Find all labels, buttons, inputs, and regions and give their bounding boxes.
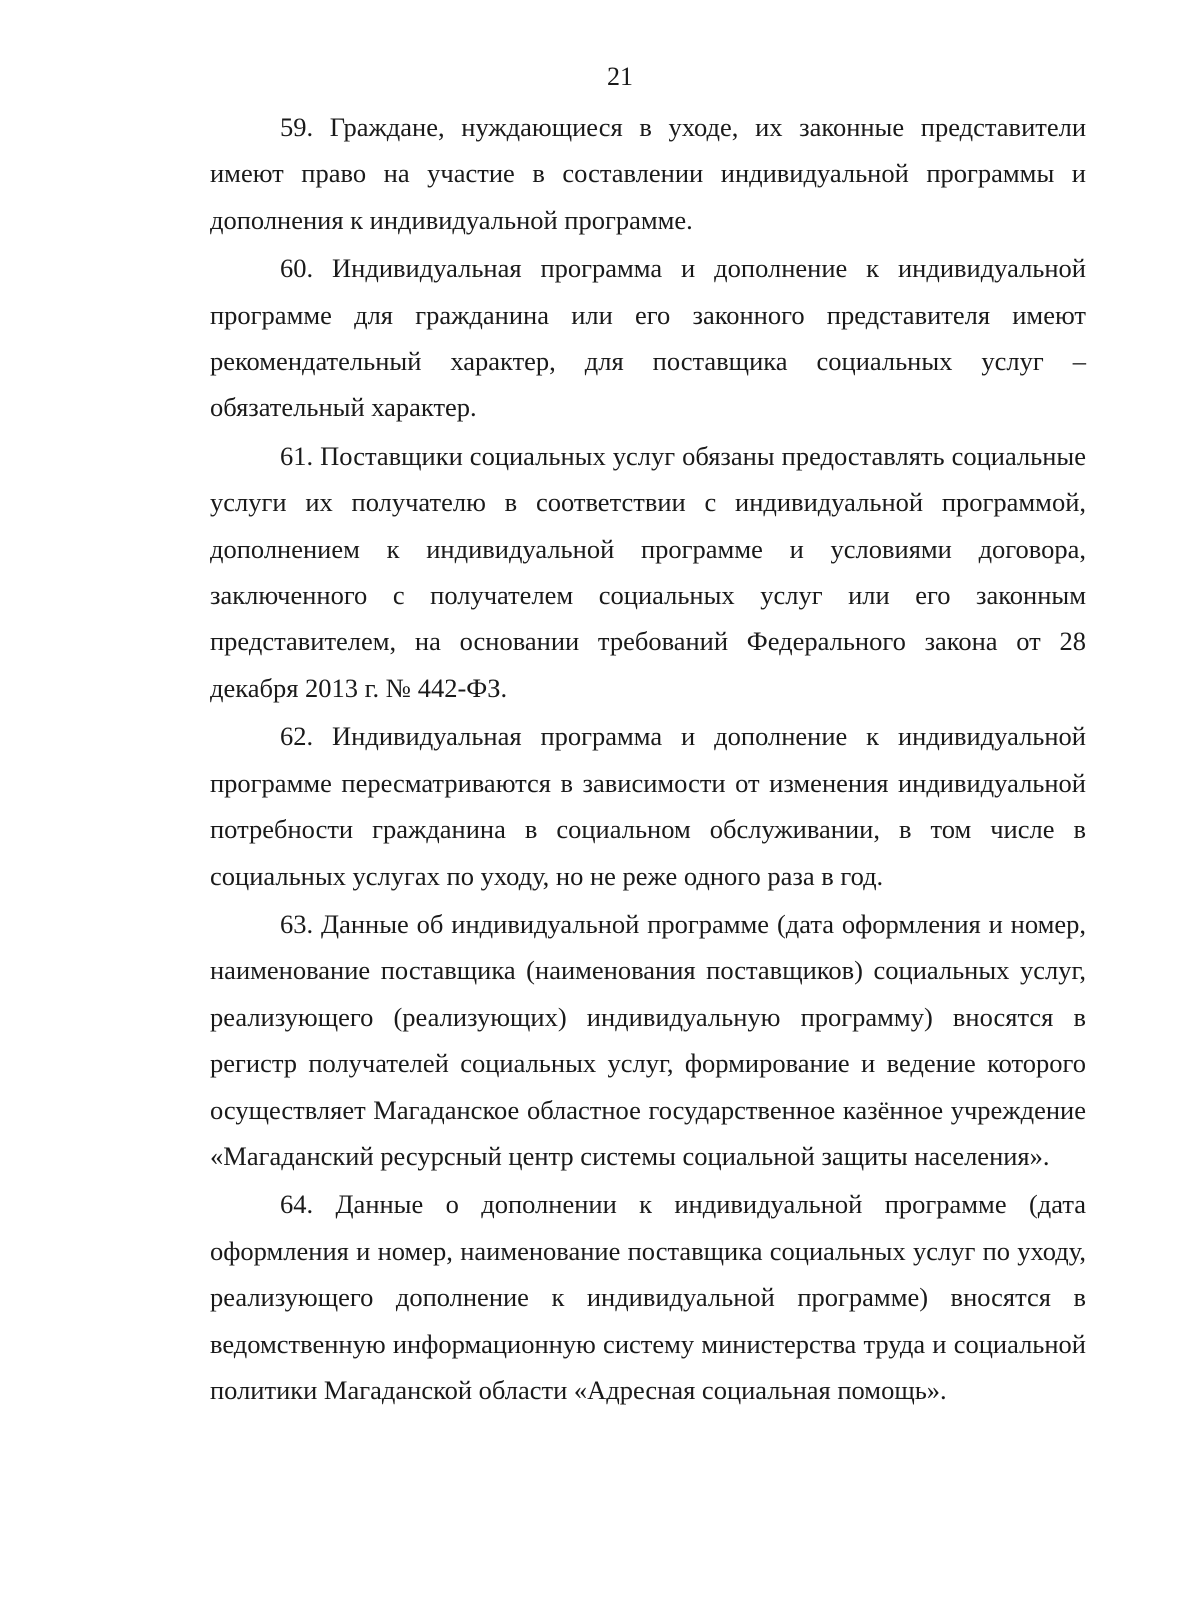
paragraph-61: 61. Поставщики социальных услуг обязаны предоставлять социальные услуги их получателю в соответствии с индивидуальной программой, дополнением к индивидуальной программе и условиями договора, заключенного с получателем социальных услуг или его законным представителем, на основании требований Федерального закона от 28 декабря 2013 г. № 442-ФЗ. — [210, 440, 1086, 703]
paragraph-59: 59. Граждане, нуждающиеся в уходе, их законные представители имеют право на участие в составлении индивидуальной программы и дополнения к индивидуальной программе. — [210, 112, 1086, 235]
paragraph-60: 60. Индивидуальная программа и дополнение к индивидуальной программе для гражданина или его законного представителя имеют рекомендательный характер, для поставщика социальных услуг – обязательный характер. — [210, 253, 1086, 423]
paragraph-63: 63. Данные об индивидуальной программе (дата оформления и номер, наименование поставщика (наименования поставщиков) социальных услуг, реализующего (реализующих) индивидуальную программу) вносятся в регистр получателей социальных услуг, формирование и ведение которого осуществляет Магаданское областное государственное казённое учреждение «Магаданский ресурсный центр системы социальной защиты населения». — [210, 908, 1086, 1171]
page-number: 21 — [607, 62, 633, 91]
document-body — [210, 104, 1086, 1413]
paragraph-62: 62. Индивидуальная программа и дополнение к индивидуальной программе пересматриваются в зависимости от изменения индивидуальной потребности гражданина в социальном обслуживании, в том числе в социальных услугах по уходу, но не реже одного раза в год. — [210, 721, 1086, 891]
paragraph-64: 64. Данные о дополнении к индивидуальной программе (дата оформления и номер, наименование поставщика социальных услуг по уходу, реализующего дополнение к индивидуальной программе) вносятся в ведомственную информационную систему министерства труда и социальной политики Магаданской области «Адресная социальная помощь». — [210, 1189, 1086, 1405]
